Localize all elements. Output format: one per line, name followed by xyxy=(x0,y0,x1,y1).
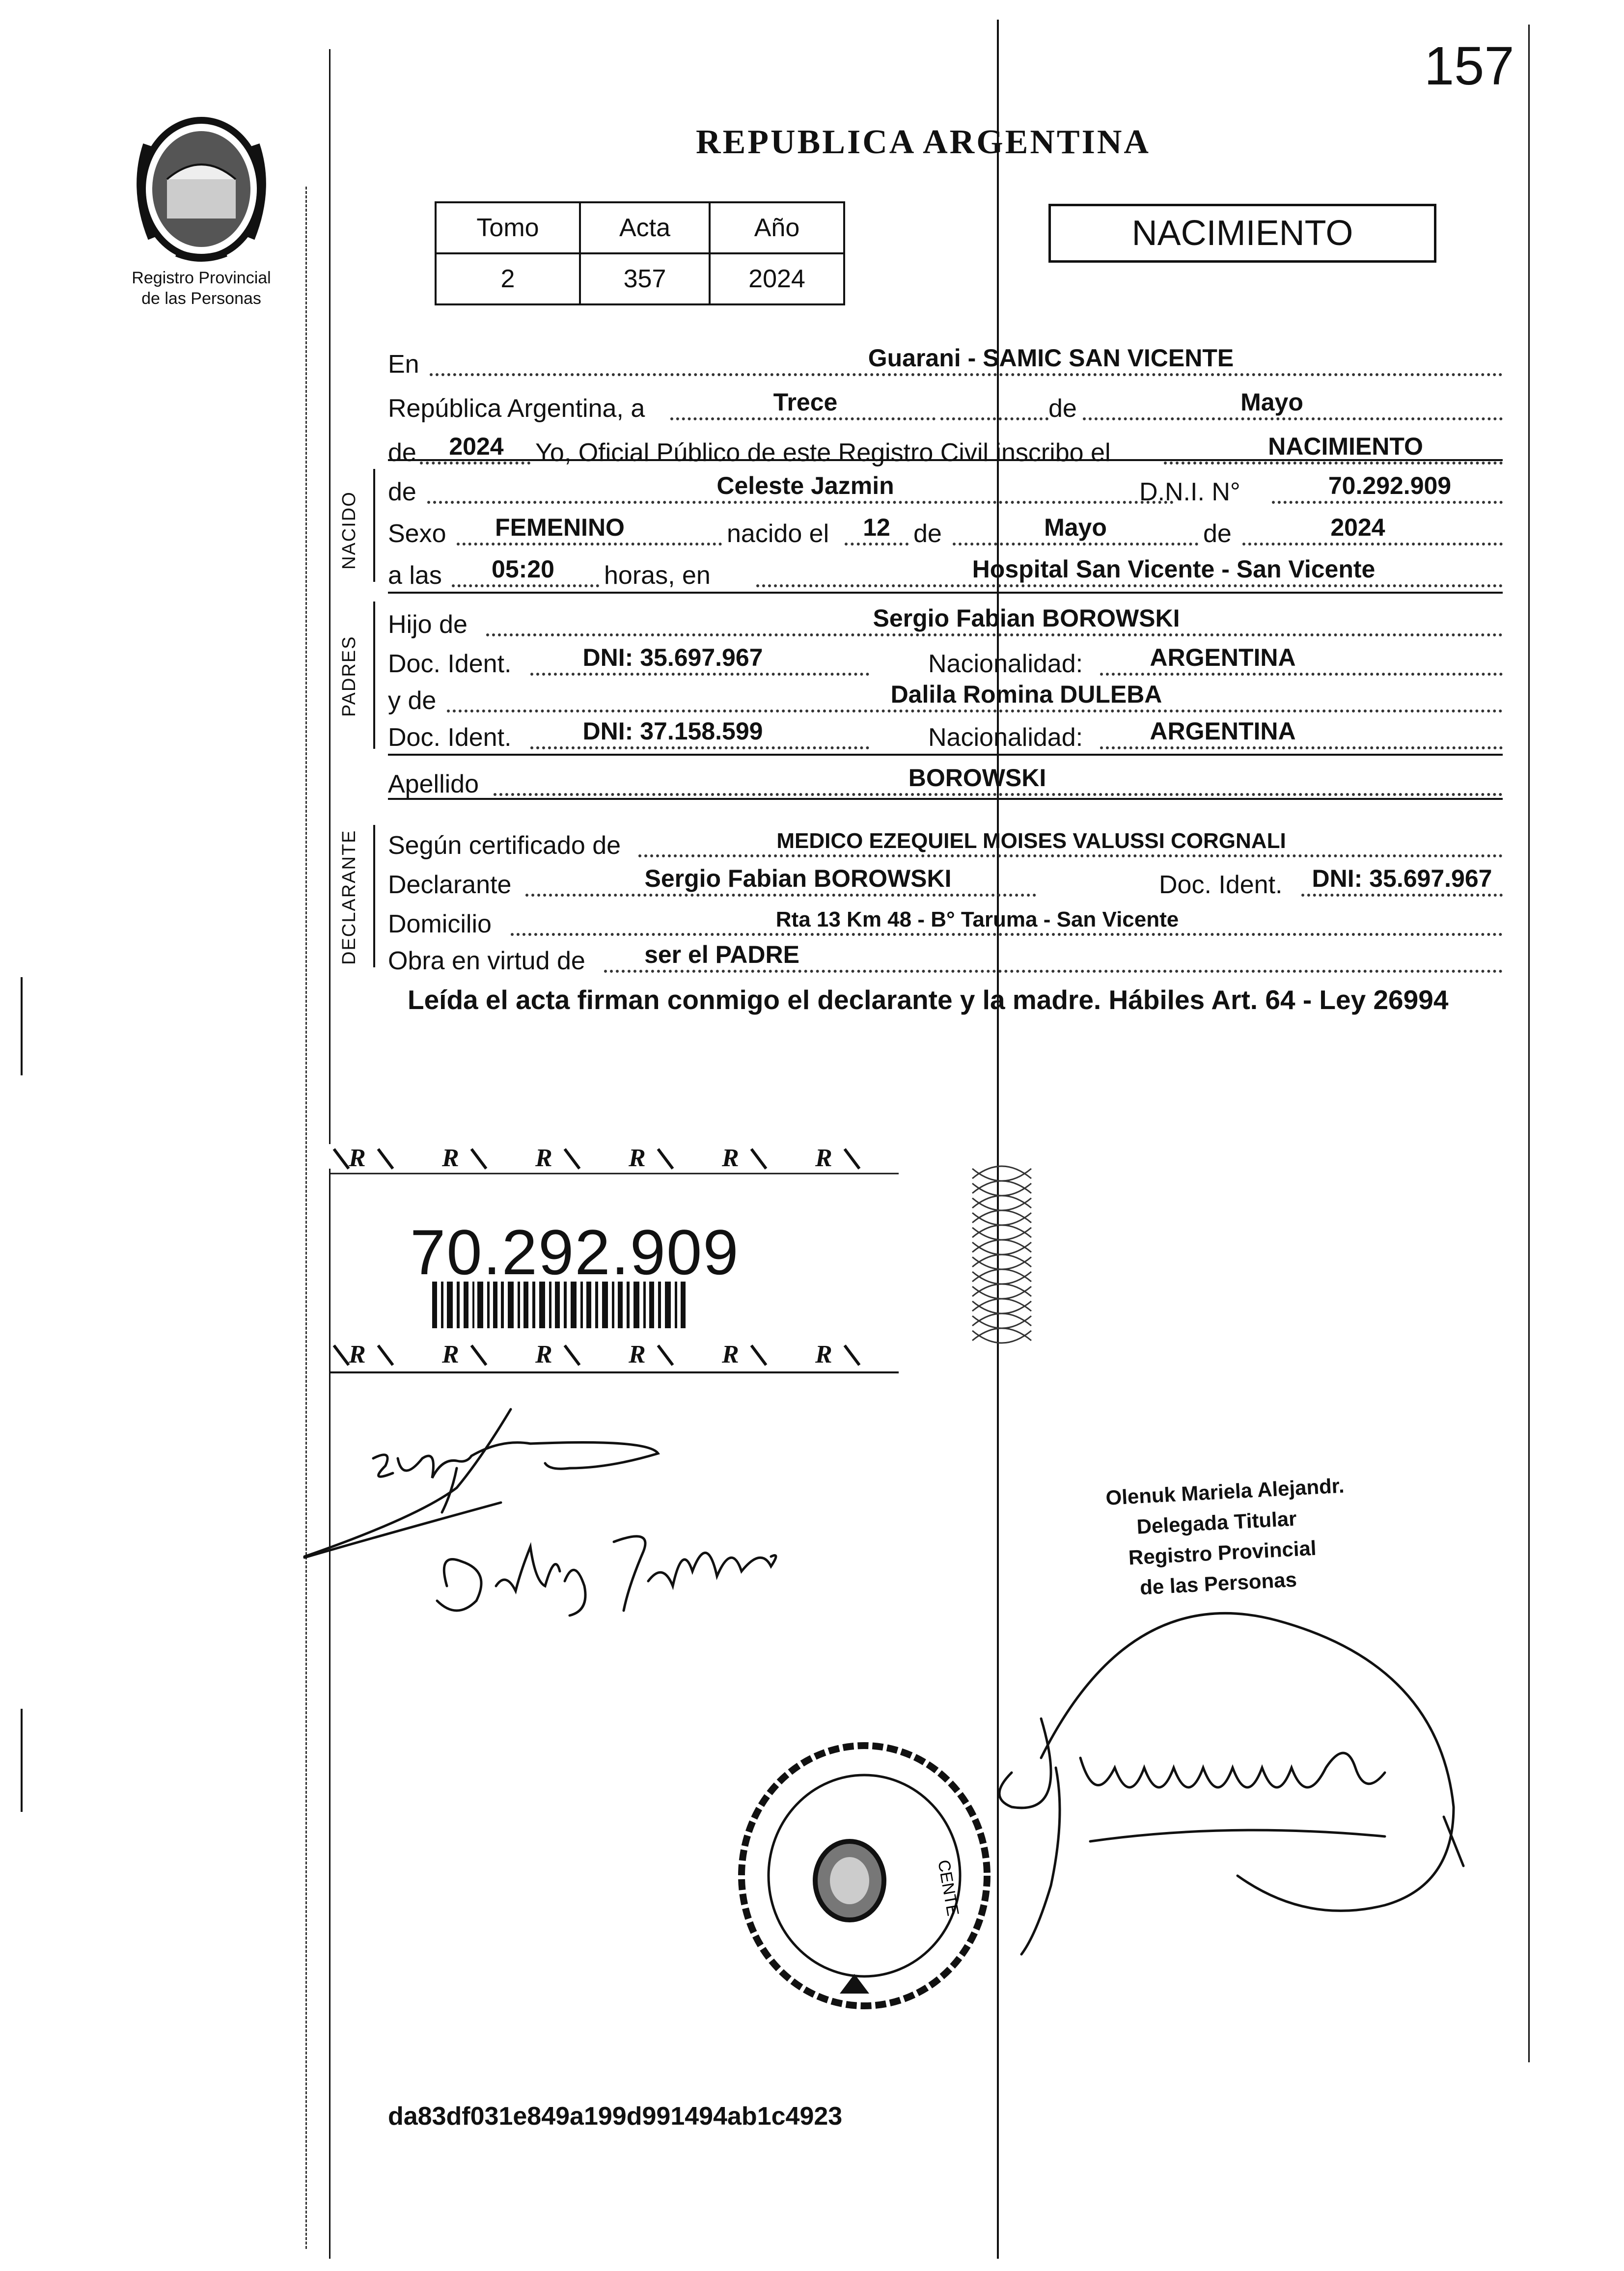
value-father-nat: ARGENTINA xyxy=(1150,644,1296,671)
label-y-de: y de xyxy=(388,686,437,715)
label-de-1: de xyxy=(913,520,942,548)
record-kind: NACIMIENTO xyxy=(1048,204,1436,263)
svg-text:R: R xyxy=(722,1341,739,1368)
value-mother-nat: ARGENTINA xyxy=(1150,717,1296,745)
label-en: En xyxy=(388,350,419,379)
section-nacido: NACIDO xyxy=(339,491,359,570)
row-republica xyxy=(388,388,1503,427)
label-de-name: de xyxy=(388,478,416,506)
bracket-nacido xyxy=(373,469,375,582)
row-en xyxy=(388,344,1503,383)
pattern-mark: R xyxy=(349,1144,366,1172)
logo-caption-line2: de las Personas xyxy=(141,289,261,308)
label-apellido: Apellido xyxy=(388,770,479,798)
svg-text:R: R xyxy=(815,1144,832,1172)
label-certificado: Según certificado de xyxy=(388,831,621,860)
row-father-doc xyxy=(388,643,1503,683)
label-sexo: Sexo xyxy=(388,520,446,548)
svg-text:R: R xyxy=(535,1144,552,1172)
label-republica: República Argentina, a xyxy=(388,394,645,423)
value-day: Trece xyxy=(773,388,838,416)
logo-caption-line1: Registro Provincial xyxy=(132,269,271,287)
rule-2 xyxy=(388,592,1503,594)
value-obra: ser el PADRE xyxy=(644,941,799,968)
value-declarante: Sergio Fabian BOROWSKI xyxy=(644,865,952,892)
label-hijo-de: Hijo de xyxy=(388,610,468,639)
label-nac-mother: Nacionalidad: xyxy=(928,723,1083,752)
label-declarante: Declarante xyxy=(388,871,512,899)
value-mother-doc: DNI: 37.158.599 xyxy=(582,717,763,745)
label-a-las: a las xyxy=(388,561,442,590)
document-hash: da83df031e849a199d991494ab1c4923 xyxy=(388,2102,843,2131)
rule-1 xyxy=(388,459,1503,461)
seal-text-right: CENTE xyxy=(934,1858,963,1917)
label-domicilio: Domicilio xyxy=(388,910,492,938)
stamp-number: 70.292.909 xyxy=(410,1216,740,1288)
row-certificado xyxy=(388,825,1503,864)
row-apellido xyxy=(388,764,1503,803)
section-padres: PADRES xyxy=(339,635,359,717)
row-hijo-de xyxy=(388,604,1503,643)
delegate-block xyxy=(1105,1471,1350,1605)
header-acta: Acta xyxy=(580,202,710,253)
value-acta-kind: NACIMIENTO xyxy=(1268,433,1423,460)
svg-text:R: R xyxy=(815,1341,832,1368)
value-mother: Dalila Romina DULEBA xyxy=(890,681,1162,708)
label-doc-father: Doc. Ident. xyxy=(388,650,512,678)
row-sexo xyxy=(388,513,1503,552)
delegate-office-2: de las Personas xyxy=(1139,1567,1297,1599)
fold-line-right xyxy=(1528,25,1530,2062)
value-certificado: MEDICO EZEQUIEL MOISES VALUSSI CORGNALI xyxy=(776,829,1286,853)
value-birth-day: 12 xyxy=(863,514,890,541)
section-declarante: DECLARANTE xyxy=(339,829,359,965)
value-place: Guarani - SAMIC SAN VICENTE xyxy=(868,344,1234,372)
svg-text:R: R xyxy=(349,1341,366,1368)
value-decl-doc: DNI: 35.697.967 xyxy=(1312,865,1492,892)
security-pattern-icon xyxy=(970,1164,1034,1350)
value-birth-time: 05:20 xyxy=(492,555,554,583)
signature-delegate xyxy=(982,1611,1522,2003)
delegate-office: Registro Provincial xyxy=(1128,1536,1317,1569)
svg-text:R: R xyxy=(442,1341,459,1368)
value-acta: 357 xyxy=(580,253,710,304)
record-value-row xyxy=(436,253,844,304)
label-horas-en: horas, en xyxy=(604,561,711,590)
official-seal xyxy=(727,1733,1002,2018)
rule-4 xyxy=(388,798,1503,800)
value-birth-month: Mayo xyxy=(1044,514,1107,541)
value-birth-place: Hospital San Vicente - San Vicente xyxy=(972,555,1376,583)
page-title: REPUBLICA ARGENTINA xyxy=(696,123,1151,161)
row-domicilio xyxy=(388,903,1503,943)
label-doc-mother: Doc. Ident. xyxy=(388,723,512,752)
label-inscribo: Yo, Oficial Público de este Registro Civil inscribo el xyxy=(535,438,1111,467)
svg-text:R: R xyxy=(442,1144,459,1172)
label-de: de xyxy=(1048,394,1077,423)
row-nacido-name xyxy=(388,471,1503,511)
value-father: Sergio Fabian BOROWSKI xyxy=(873,604,1180,632)
svg-text:R: R xyxy=(722,1144,739,1172)
row-mother-doc xyxy=(388,717,1503,756)
value-father-doc: DNI: 35.697.967 xyxy=(582,644,763,671)
edge-mark-left xyxy=(21,977,23,1075)
value-month: Mayo xyxy=(1240,388,1303,416)
delegate-name: Olenuk Mariela Alejandr. xyxy=(1105,1474,1345,1509)
value-tomo: 2 xyxy=(436,253,580,304)
row-year xyxy=(388,432,1503,471)
value-domicilio: Rta 13 Km 48 - B° Taruma - San Vicente xyxy=(775,907,1179,931)
provincial-seal-icon xyxy=(118,106,285,268)
row-obra xyxy=(388,940,1503,980)
svg-text:R: R xyxy=(535,1341,552,1368)
value-year: 2024 xyxy=(449,433,504,460)
record-header-row xyxy=(436,202,844,253)
row-hora xyxy=(388,555,1503,594)
delegate-role: Delegada Titular xyxy=(1136,1506,1297,1538)
row-y-de xyxy=(388,680,1503,719)
label-obra: Obra en virtud de xyxy=(388,947,585,975)
label-doc-decl: Doc. Ident. xyxy=(1159,871,1283,899)
bracket-padres xyxy=(373,602,375,749)
value-anio: 2024 xyxy=(710,253,844,304)
rule-3 xyxy=(388,754,1503,756)
label-de-2: de xyxy=(1203,520,1232,548)
record-table xyxy=(435,201,845,305)
page-number: 157 xyxy=(1424,36,1514,96)
value-child-dni: 70.292.909 xyxy=(1328,472,1452,499)
closing-text: Leída el acta firman conmigo el declarante y la madre. Hábiles Art. 64 - Ley 26994 xyxy=(408,985,1449,1015)
label-de-year: de xyxy=(388,438,416,467)
edge-mark-left-2 xyxy=(21,1709,23,1812)
row-declarante xyxy=(388,864,1503,903)
bracket-declarante xyxy=(373,825,375,967)
value-birth-year: 2024 xyxy=(1330,514,1385,541)
svg-text:R: R xyxy=(629,1144,646,1172)
label-dni: D.N.I. N° xyxy=(1139,478,1240,506)
header-tomo: Tomo xyxy=(436,202,580,253)
logo-caption xyxy=(113,268,290,309)
value-sexo: FEMENINO xyxy=(495,514,625,541)
perforation-left xyxy=(305,187,307,2249)
label-nacido-el: nacido el xyxy=(727,520,829,548)
label-nac-father: Nacionalidad: xyxy=(928,650,1083,678)
value-child-name: Celeste Jazmin xyxy=(716,472,894,499)
value-apellido: BOROWSKI xyxy=(908,764,1046,792)
svg-text:R: R xyxy=(629,1341,646,1368)
signature-mother xyxy=(417,1473,810,1630)
header-anio: Año xyxy=(710,202,844,253)
